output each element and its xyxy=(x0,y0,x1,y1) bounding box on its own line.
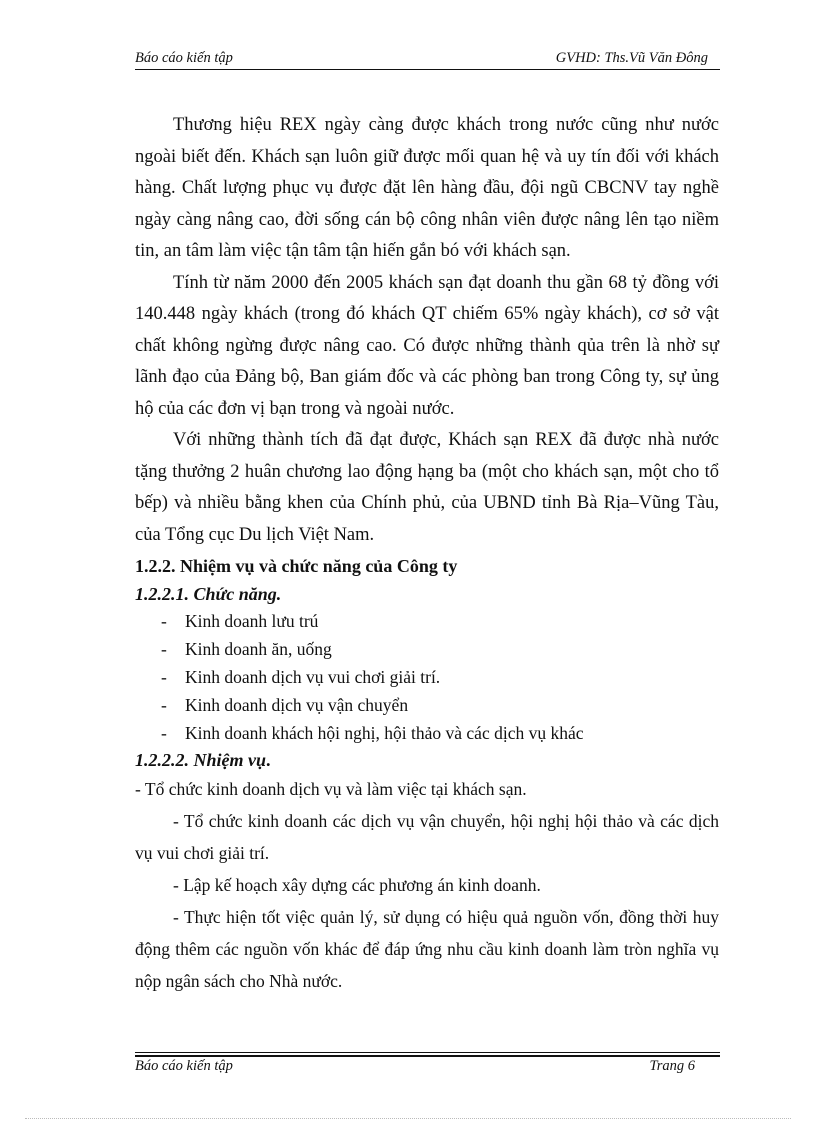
duty-item: - Tổ chức kinh doanh các dịch vụ vận chuyển, hội nghị hội thảo và các dịch vụ vui chơi giải trí. xyxy=(135,811,719,863)
list-item-text: Kinh doanh ăn, uống xyxy=(185,639,332,659)
page-footer xyxy=(135,1058,720,1080)
list-marker: - xyxy=(161,639,167,659)
page-edge-divider xyxy=(25,1118,791,1119)
section-heading: 1.2.2. Nhiệm vụ và chức năng của Công ty xyxy=(135,556,458,576)
duties-title: 1.2.2.2. Nhiệm vụ xyxy=(135,750,267,770)
list-item-text: Kinh doanh lưu trú xyxy=(185,611,319,631)
duty-item: - Tổ chức kinh doanh dịch vụ và làm việc tại khách sạn. xyxy=(135,779,527,799)
page-body xyxy=(135,110,719,997)
list-item xyxy=(135,691,719,719)
list-item xyxy=(135,663,719,691)
page-number: Trang 6 xyxy=(649,1058,695,1074)
list-item-text: Kinh doanh khách hội nghị, hội thảo và các dịch vụ khác xyxy=(185,723,584,743)
subsection-heading-functions: 1.2.2.1. Chức năng. xyxy=(135,584,282,604)
paragraph: Với những thành tích đã đạt được, Khách sạn REX đã được nhà nước tặng thưởng 2 huân chương lao động hạng ba (một cho khách sạn, một cho tổ bếp) và nhiều bằng khen của Chính phủ, của UBND tỉnh Bà Rịa–Vũng Tàu, của Tổng cục Du lịch Việt Nam. xyxy=(135,430,719,545)
footer-title: Báo cáo kiến tập xyxy=(135,1058,233,1074)
list-marker: - xyxy=(161,723,167,743)
duty-item: - Lập kế hoạch xây dựng các phương án kinh doanh. xyxy=(173,875,541,895)
list-item xyxy=(135,607,719,635)
footer-rule-thick xyxy=(135,1055,720,1057)
header-rule xyxy=(135,69,720,70)
list-item xyxy=(135,719,719,747)
duty-item: - Thực hiện tốt việc quản lý, sử dụng có hiệu quả nguồn vốn, đồng thời huy động thêm các nguồn vốn khác để đáp ứng nhu cầu kinh doanh làm tròn nghĩa vụ nộp ngân sách cho Nhà nước. xyxy=(135,907,719,991)
list-marker: - xyxy=(161,695,167,715)
footer-rule xyxy=(135,1052,720,1053)
header-title: Báo cáo kiến tập xyxy=(135,50,233,66)
list-item xyxy=(135,635,719,663)
list-item-text: Kinh doanh dịch vụ vui chơi giải trí. xyxy=(185,667,441,687)
functions-list xyxy=(135,607,719,747)
paragraph: Tính từ năm 2000 đến 2005 khách sạn đạt doanh thu gần 68 tỷ đồng với 140.448 ngày khách (trong đó khách QT chiếm 65% ngày khách), cơ sở vật chất không ngừng được nâng cao. Có được những thành qủa trên là nhờ sự lãnh đạo của Đảng bộ, Ban giám đốc và các phòng ban trong Công ty, sự ủng hộ của các đơn vị bạn trong và ngoài nước. xyxy=(135,272,719,419)
list-item-text: Kinh doanh dịch vụ vận chuyển xyxy=(185,695,409,715)
list-marker: - xyxy=(161,667,167,687)
header-advisor: GVHD: Ths.Vũ Văn Đông xyxy=(555,50,708,66)
page-header xyxy=(135,48,720,70)
paragraph: Thương hiệu REX ngày càng được khách trong nước cũng như nước ngoài biết đến. Khách sạn luôn giữ được mối quan hệ và uy tín đối với khách hàng. Chất lượng phục vụ được đặt lên hàng đầu, đội ngũ CBCNV tay nghề ngày càng nâng cao, đời sống cán bộ công nhân viên được nâng lên tạo niềm tin, an tâm làm việc tận tâm tận hiến gắn bó với khách sạn. xyxy=(135,115,719,261)
list-marker: - xyxy=(161,611,167,631)
subsection-heading-duties xyxy=(135,747,719,773)
duties-title-suffix: . xyxy=(266,750,271,770)
